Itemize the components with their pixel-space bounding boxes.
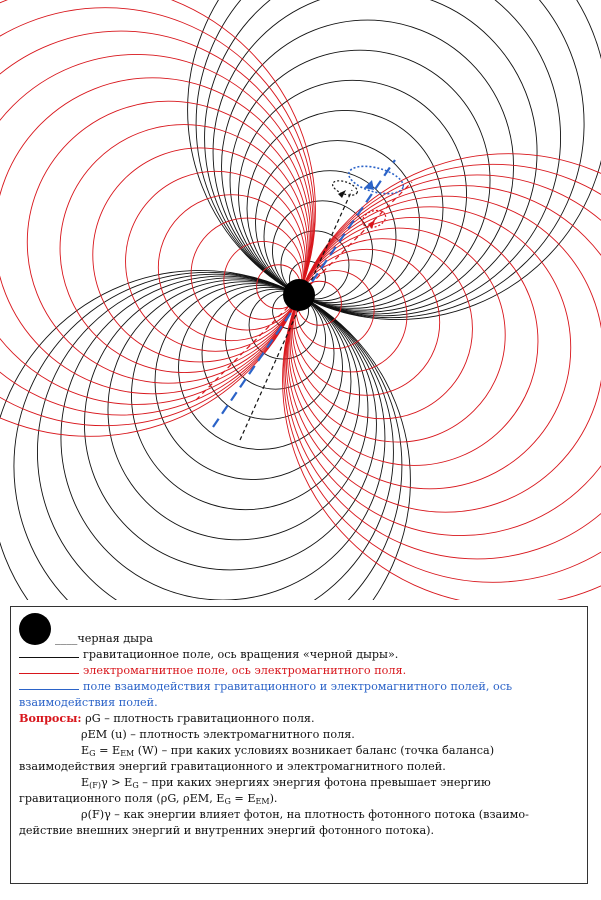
question-5: ρ(F)γ – как энергии влияет фотон, на плотность фотонного потока (взаимо- [81, 808, 529, 821]
black-hole-legend-icon [19, 613, 51, 645]
question-4: $E_{(F)}\gamma > E_G$ – при каких энергиях энергия фотона превышает энергию [81, 776, 491, 790]
legend-gravitational [19, 647, 581, 662]
legend-box [10, 606, 588, 884]
interaction-label-2: взаимодействия полей. [19, 696, 158, 709]
gravitational-legend-line [19, 647, 79, 658]
gravitational-field-line-a-12 [14, 272, 402, 600]
electromagnetic-field-line-b-13 [0, 0, 315, 436]
electromagnetic-field-line-b-4 [158, 195, 304, 341]
electromagnetic-legend-line [19, 663, 79, 674]
gravitational-field-line-b-12 [196, 0, 584, 318]
black-hole-label: черная дыра [77, 632, 153, 645]
electromagnetic-label: электромагнитное поле, ось электромагнитного поля. [83, 664, 407, 677]
legend-interaction-2 [19, 695, 581, 710]
question-1-text: ρG – плотность гравитационного поля. [85, 712, 315, 725]
question-2-text: ρEM (u) – плотность электромагнитного поля. [81, 728, 355, 741]
legend-black-hole [55, 631, 581, 646]
gravitational-field-line-b-11 [205, 0, 561, 316]
gravitational-field-line-b-8 [230, 50, 490, 310]
question-4-line-2: гравитационного поля (ρG, ρEM, $E_G = E_{EM}$). [19, 792, 278, 806]
interaction-label-1: поле взаимодействия гравитационного и электромагнитного полей, ось [83, 680, 513, 693]
question-1 [19, 711, 581, 726]
interaction-legend-line [19, 679, 79, 690]
gravitational-precession-ellipse [331, 178, 360, 198]
legend-electromagnetic [19, 663, 581, 678]
question-3: $E_G = E_{EM}$ (W) – при каких условиях возникает баланс (точка баланса) [81, 744, 495, 758]
black-hole [283, 279, 315, 311]
question-3-line-2: взаимодействия энергий гравитационного и электромагнитного полей. [19, 760, 446, 773]
gravitational-label: гравитационное поле, ось вращения «черной дыры». [83, 648, 399, 661]
legend-interaction [19, 679, 581, 694]
question-5-line-2: действие внешних энергий и внутренних энергий фотонного потока). [19, 824, 435, 837]
question-2 [81, 727, 581, 742]
black-hole-line: ____ [55, 632, 78, 645]
gravitational-rotation-axis [240, 190, 352, 440]
questions-label: Вопросы: [19, 711, 82, 725]
gravitational-field-line-a-13 [0, 270, 410, 600]
gravitational-field-line-a-8 [108, 280, 368, 540]
